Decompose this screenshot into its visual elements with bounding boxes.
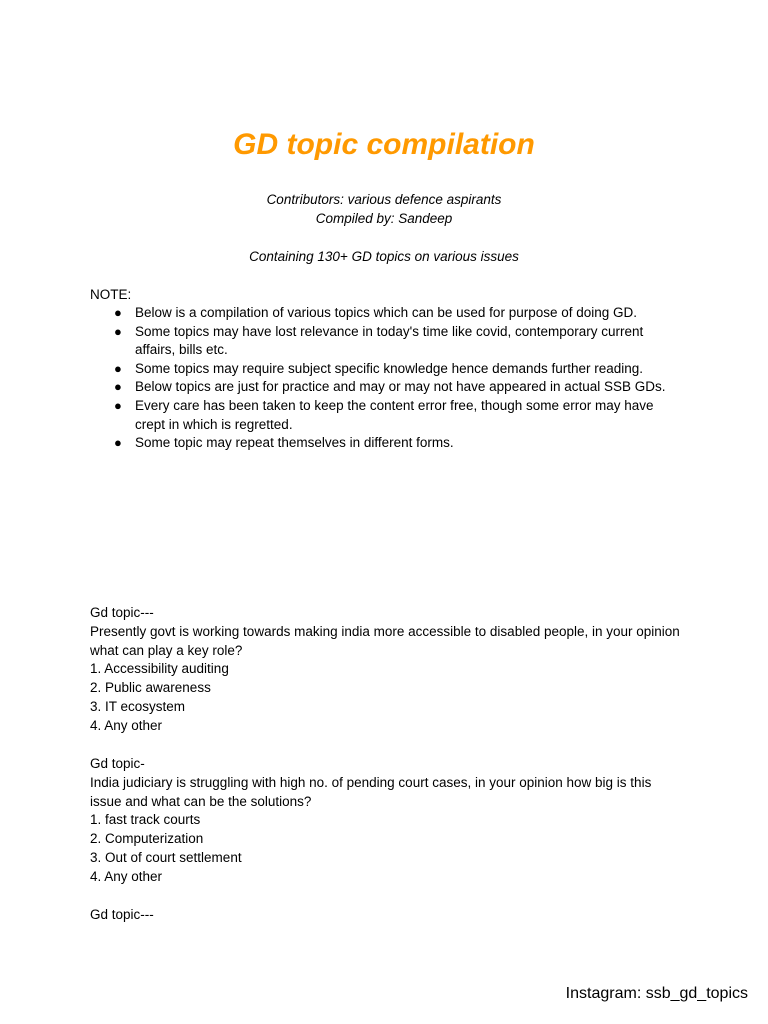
note-item — [90, 434, 680, 453]
bullet-icon: ● — [114, 435, 122, 451]
containing-line: Containing 130+ GD topics on various issues — [249, 249, 519, 264]
topic-option: 1. fast track courts — [90, 812, 201, 828]
note-list — [90, 304, 680, 453]
note-item-text: Every care has been taken to keep the content error free, though some error may have crept in which is regretted. — [135, 397, 654, 432]
bullet-icon: ● — [114, 379, 122, 395]
gd-topic-3 — [90, 906, 680, 925]
bullet-icon: ● — [114, 323, 122, 339]
note-item — [90, 378, 680, 397]
topic-heading: Gd topic--- — [90, 605, 154, 620]
bullet-icon: ● — [114, 360, 122, 376]
note-item — [90, 360, 680, 379]
topic-option: 4. Any other — [90, 868, 163, 884]
topic-option: 2. Public awareness — [90, 680, 211, 696]
document-title: GD topic compilation — [233, 128, 535, 161]
topic-heading: Gd topic- — [90, 756, 145, 771]
note-item — [90, 323, 680, 360]
bullet-icon: ● — [114, 305, 122, 320]
bullet-icon: ● — [114, 397, 122, 413]
instagram-handle: Instagram: ssb_gd_topics — [565, 985, 748, 1002]
note-item-text: Some topics may require subject specific knowledge hence demands further reading. — [135, 360, 644, 376]
contributors-line: Contributors: various defence aspirants — [266, 192, 502, 207]
compiled-by-line: Compiled by: Sandeep — [315, 211, 453, 226]
topic-option: 1. Accessibility auditing — [90, 661, 229, 677]
topic-question: Presently govt is working towards making india more accessible to disabled people, in your opinion what can play a key role? — [90, 623, 680, 658]
note-item-text: Some topic may repeat themselves in different forms. — [135, 435, 454, 451]
gd-topic-1 — [90, 604, 680, 736]
note-item-text: Some topics may have lost relevance in today's time like covid, contemporary current affairs, bills etc. — [135, 323, 644, 358]
note-item-text: Below topics are just for practice and may or may not have appeared in actual SSB GDs. — [135, 379, 666, 395]
topic-option: 4. Any other — [90, 717, 163, 733]
note-item-text: Below is a compilation of various topics which can be used for purpose of doing GD. — [135, 305, 638, 320]
note-item — [90, 397, 680, 434]
note-label: NOTE: — [90, 287, 132, 302]
note-item — [90, 304, 680, 323]
topic-option: 3. IT ecosystem — [90, 698, 186, 714]
topic-question: India judiciary is struggling with high no. of pending court cases, in your opinion how big is this issue and what can be the solutions? — [90, 774, 652, 809]
topic-option: 2. Computerization — [90, 831, 204, 847]
topic-heading: Gd topic--- — [90, 907, 154, 922]
topic-option: 3. Out of court settlement — [90, 849, 242, 865]
gd-topic-2 — [90, 755, 680, 887]
